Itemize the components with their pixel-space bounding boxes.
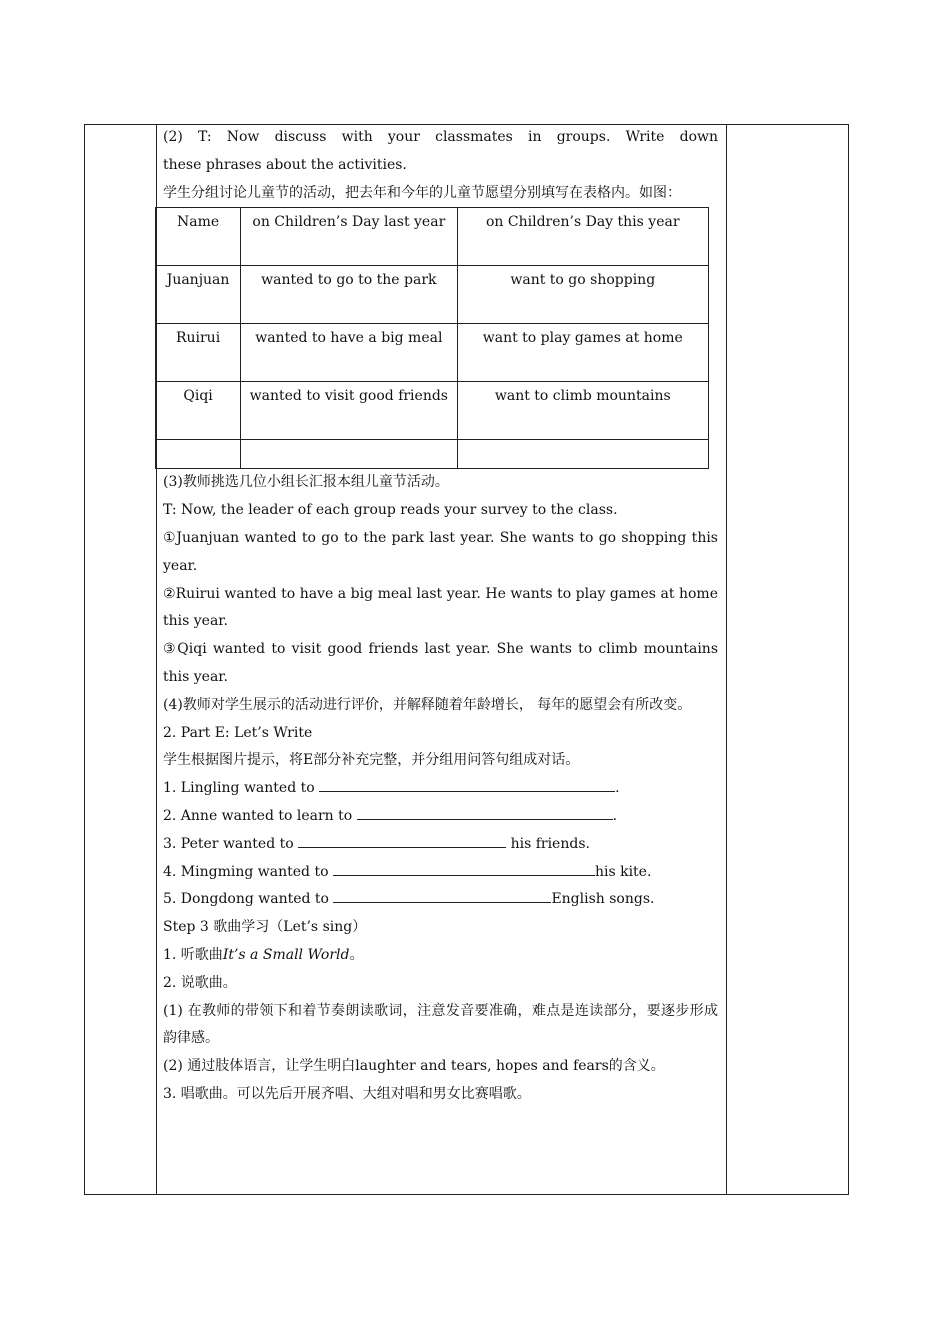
text-line: ①Juanjuan wanted to go to the park last year. She wants to go shopping this year. <box>163 529 718 574</box>
text-line: T: Now, the leader of each group reads your survey to the class. <box>163 502 618 519</box>
text-line: (2) T: Now discuss with your classmates in groups. Write down <box>163 129 718 145</box>
table-cell: want to play games at home <box>457 324 708 382</box>
blank-sentence-1: 1. Lingling wanted to . <box>163 775 718 803</box>
text-line: 学生分组讨论儿童节的活动，把去年和今年的儿童节愿望分别填写在表格内。如图： <box>163 184 681 201</box>
answer-blank <box>357 805 613 820</box>
header-cell: Name <box>156 208 241 266</box>
answer-blank <box>333 861 595 876</box>
text-line: (2) 通过肢体语言，让学生明白laughter and tears, hopes and fears的含义。 <box>163 1058 665 1075</box>
answer-blank <box>298 833 506 848</box>
text-line: (3)教师挑选几位小组长汇报本组儿童节活动。 <box>163 474 449 491</box>
text-line: 2. 说歌曲。 <box>163 974 237 991</box>
table-row <box>156 266 709 324</box>
song-title: It’s a Small World <box>222 946 350 963</box>
table-row-empty <box>156 440 709 469</box>
blank-sentence-4: 4. Mingming wanted to his kite. <box>163 859 718 887</box>
text-line: 2. Part E: Let’s Write <box>163 724 313 741</box>
text-line: these phrases about the activities. <box>163 156 407 173</box>
blank-sentence-2: 2. Anne wanted to learn to . <box>163 803 718 831</box>
blank-sentence-3: 3. Peter wanted to his friends. <box>163 831 718 859</box>
text-line: ③Qiqi wanted to visit good friends last year. She wants to climb mountains this year. <box>163 641 718 685</box>
header-cell: on Children’s Day this year <box>457 208 708 266</box>
table-cell <box>457 440 708 469</box>
table-cell: Juanjuan <box>156 266 241 324</box>
table-cell <box>241 440 457 469</box>
text-line: (4)教师对学生展示的活动进行评价，并解释随着年龄增长， 每年的愿望会有所改变。 <box>163 696 692 713</box>
table-cell: wanted to visit good friends <box>241 382 457 440</box>
table-header-row <box>156 208 709 266</box>
table-cell: want to go shopping <box>457 266 708 324</box>
table-cell: want to climb mountains <box>457 382 708 440</box>
text-line: (1) 在教师的带领下和着节奏朗读歌词，注意发音要准确，难点是连读部分，要逐步形成韵律感。 <box>163 1002 718 1047</box>
answer-blank <box>333 888 551 903</box>
text-line: 学生根据图片提示，将E部分补充完整，并分组用问答句组成对话。 <box>163 752 580 769</box>
blank-sentence-5: 5. Dongdong wanted to English songs. <box>163 886 718 914</box>
table-row <box>156 324 709 382</box>
table-row <box>156 382 709 440</box>
text-line: 1. 听歌曲It’s a Small World。 <box>163 946 364 963</box>
table-cell: wanted to have a big meal <box>241 324 457 382</box>
header-cell: on Children’s Day last year <box>241 208 457 266</box>
text-line: 3. 唱歌曲。可以先后开展齐唱、大组对唱和男女比赛唱歌。 <box>163 1085 531 1102</box>
text-line: Step 3 歌曲学习（Let’s sing） <box>163 919 367 936</box>
table-cell: Ruirui <box>156 324 241 382</box>
lesson-content <box>163 124 718 1109</box>
text-line: ②Ruirui wanted to have a big meal last year. He wants to play games at home this year. <box>163 585 718 630</box>
table-cell: Qiqi <box>156 382 241 440</box>
table-cell <box>156 440 241 469</box>
table-cell: wanted to go to the park <box>241 266 457 324</box>
column-divider-right <box>726 125 727 1194</box>
wish-table <box>155 207 709 469</box>
answer-blank <box>319 777 615 792</box>
